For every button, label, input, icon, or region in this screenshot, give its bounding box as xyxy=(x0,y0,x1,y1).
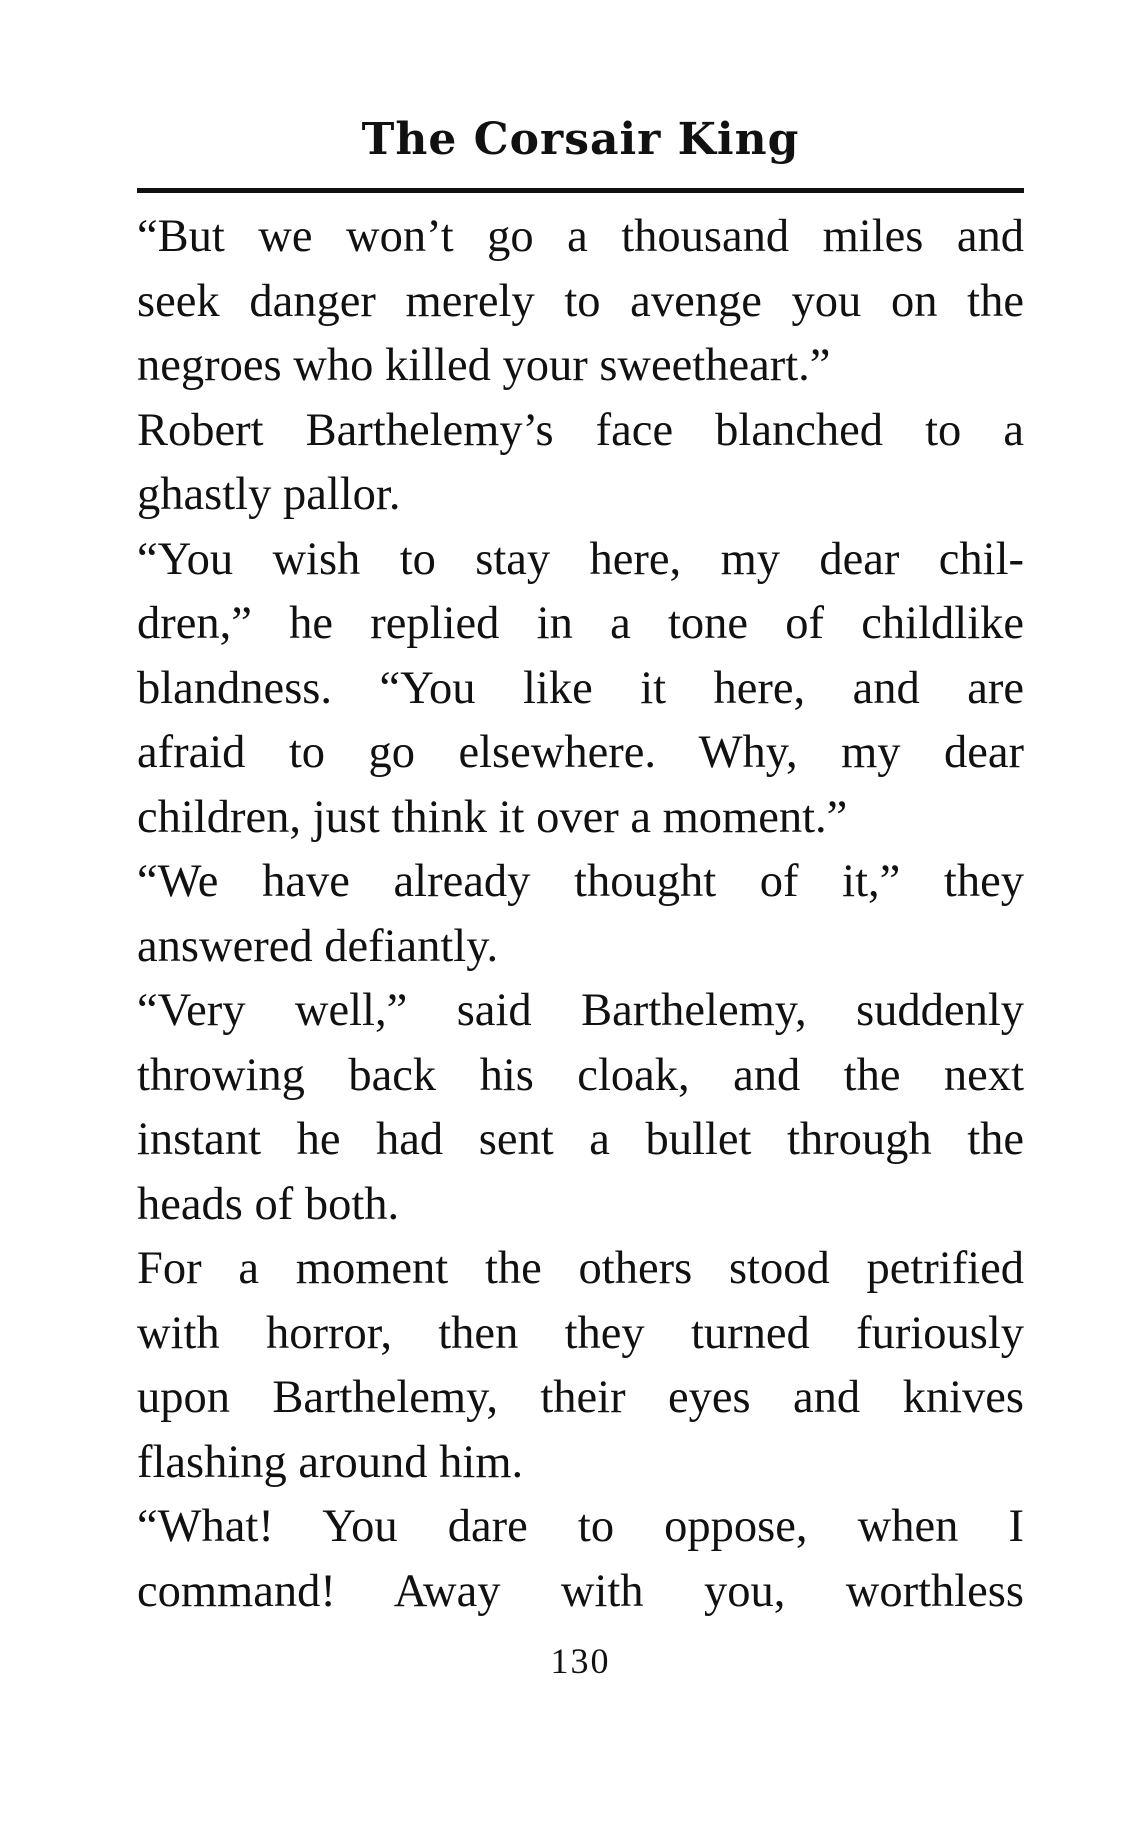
text-line: heads of both. xyxy=(137,1178,400,1230)
text-line: throwing back his cloak, and the next xyxy=(137,1049,1024,1101)
text-line: negroes who killed your sweetheart.” xyxy=(137,340,831,391)
text-line: command! Away with you, worthless xyxy=(137,1565,1024,1617)
body-text xyxy=(137,205,1024,1624)
running-title: The Corsair King xyxy=(361,114,800,165)
text-line: “You wish to stay here, my dear chil- xyxy=(137,533,1024,585)
text-line: answered defiantly. xyxy=(137,920,499,972)
text-line: dren,” he replied in a tone of childlike xyxy=(137,598,1024,649)
text-line: Robert Barthelemy’s face blanched to a xyxy=(137,404,1024,456)
text-line: with horror, then they turned furiously xyxy=(137,1307,1024,1359)
text-line: seek danger merely to avenge you on the xyxy=(137,275,1024,327)
text-line: children, just think it over a moment.” xyxy=(137,791,848,843)
text-line: upon Barthelemy, their eyes and knives xyxy=(137,1372,1024,1423)
header-rule xyxy=(137,188,1024,193)
text-line: ghastly pallor. xyxy=(137,469,401,520)
text-line: “We have already thought of it,” they xyxy=(137,856,1024,907)
text-line: flashing around him. xyxy=(137,1436,524,1488)
text-line: “What! You dare to oppose, when I xyxy=(137,1501,1024,1552)
text-line: blandness. “You like it here, and are xyxy=(137,662,1024,714)
text-line: “But we won’t go a thousand miles and xyxy=(137,211,1024,262)
text-line: “Very well,” said Barthelemy, suddenly xyxy=(137,985,1024,1036)
text-line: For a moment the others stood petrified xyxy=(137,1243,1024,1294)
page-number: 130 xyxy=(550,1641,611,1681)
text-line: instant he had sent a bullet through the xyxy=(137,1114,1024,1165)
text-line: afraid to go elsewhere. Why, my dear xyxy=(137,727,1024,778)
